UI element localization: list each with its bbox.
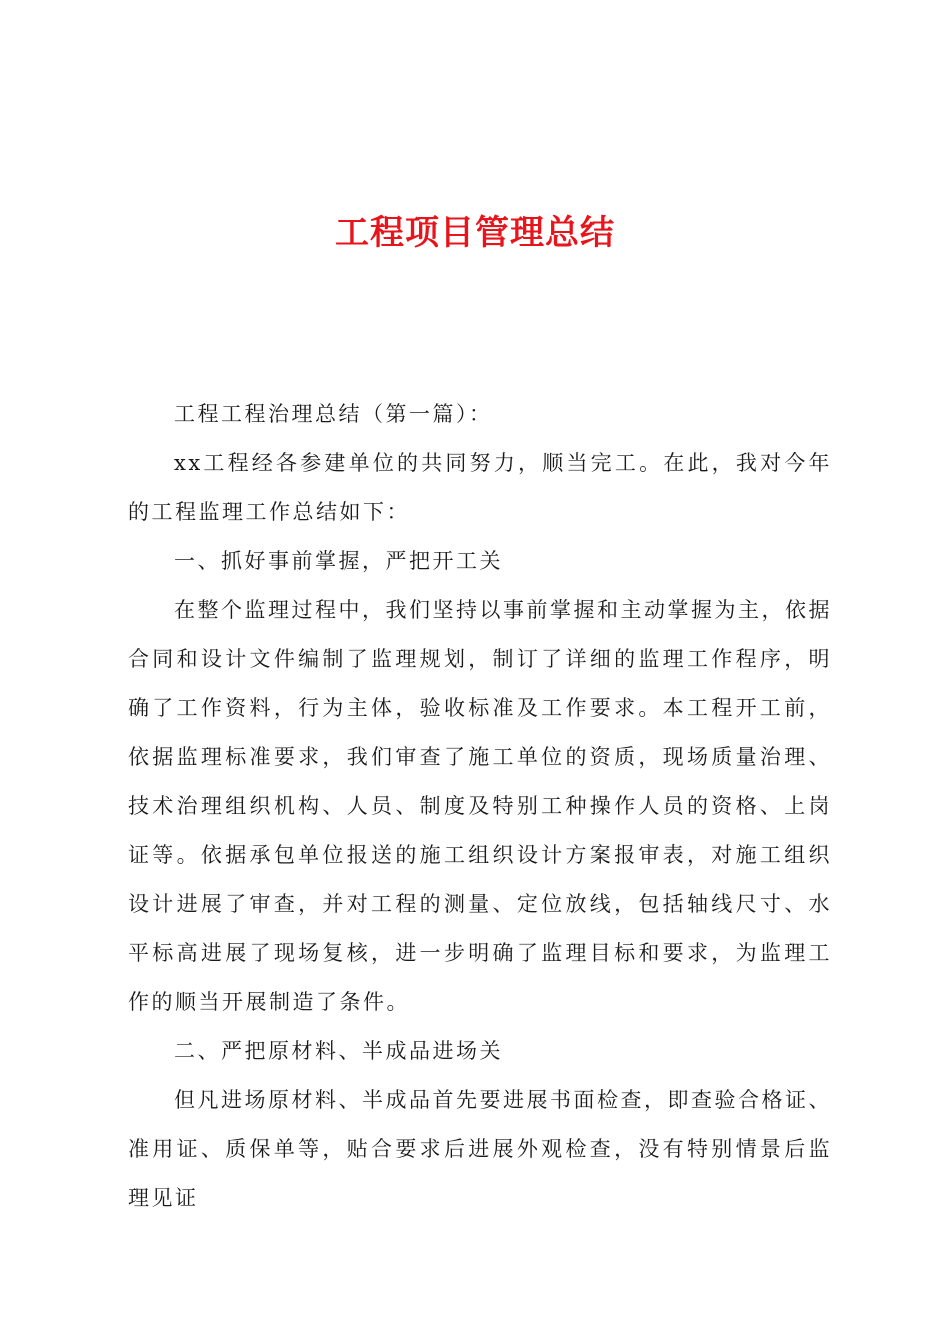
section-heading: 工程工程治理总结（第一篇）：: [174, 402, 493, 426]
body-paragraph: 但凡进场原材料、半成品首先要进展书面检查，即查验合格证、准用证、质保单等，贴合要求后进展外观检查，没有特别情景后监理见证: [128, 1088, 832, 1210]
body-paragraph: 在整个监理过程中，我们坚持以事前掌握和主动掌握为主，依据合同和设计文件编制了监理规划，制订了详细的监理工作程序，明确了工作资料，行为主体，验收标准及工作要求。本工程开工前，依据监理标准要求，我们审查了施工单位的资质，现场质量治理、技术治理组织机构、人员、制度及特别工种操作人员的资格、上岗证等。依据承包单位报送的施工组织设计方案报审表，对施工组织设计进展了审查，并对工程的测量、定位放线，包括轴线尺寸、水平标高进展了现场复核，进一步明确了监理目标和要求，为监理工作的顺当开展制造了条件。: [128, 598, 832, 1014]
document-body: [128, 390, 832, 1223]
document-title: 工程项目管理总结: [335, 213, 615, 253]
section-heading: 二、严把原材料、半成品进场关: [174, 1039, 503, 1063]
intro-paragraph: xx工程经各参建单位的共同努力，顺当完工。在此，我对今年的工程监理工作总结如下：: [128, 451, 832, 524]
section-heading: 一、抓好事前掌握，严把开工关: [174, 549, 503, 573]
